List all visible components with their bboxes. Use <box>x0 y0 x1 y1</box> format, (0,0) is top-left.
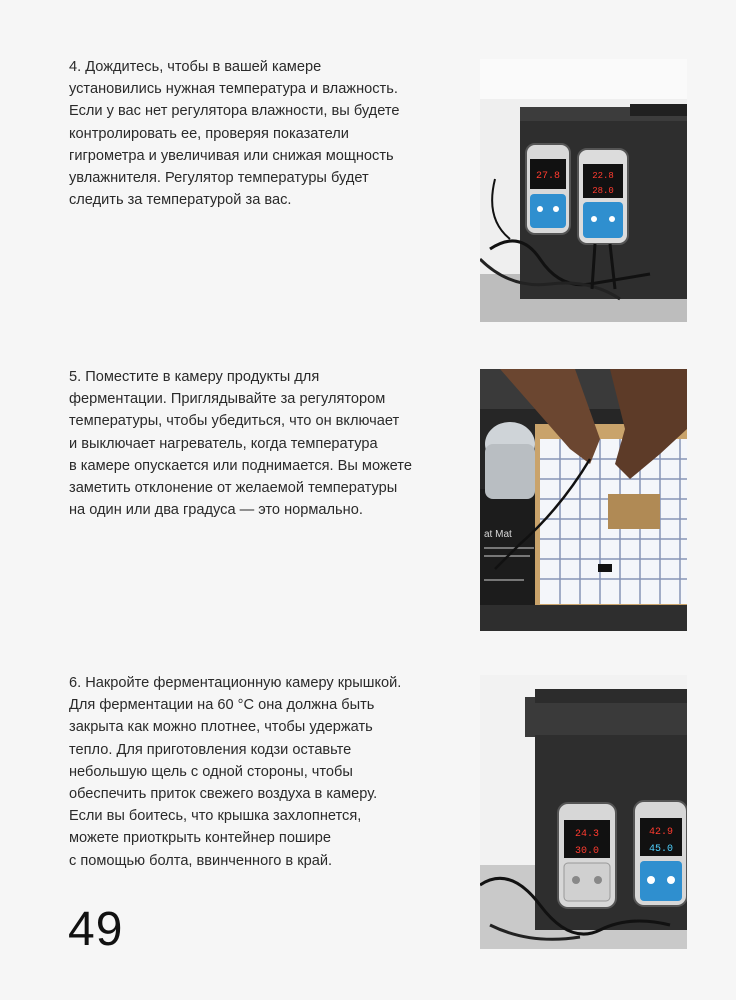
right-controller-display-top: 22.8 <box>592 171 614 181</box>
step-4-photo <box>480 59 687 322</box>
step-4-text: 4. Дождитесь, чтобы в вашей камере установились нужная температура и влажность. Если у вас нет регулятора влажности, вы будете контролировать ее, проверяя показатели гигрометра и увеличивая или снижая мощность увлажнителя. Регулятор температуры будет следить за температурой за вас. <box>69 59 400 209</box>
step-5-text: 5. Поместите в камеру продукты для ферментации. Приглядывайте за регулятором температуры, чтобы убедиться, что он включает и выключает нагреватель, когда температура в камере опускается или поднимается. Вы можете заметить отклонение от желаемой температуры на один или два градуса — это нормально. <box>69 369 412 519</box>
step-5-photo <box>480 369 687 631</box>
fermentation-chamber-with-controllers-icon <box>480 59 687 322</box>
step-6-text: 6. Накройте ферментационную камеру крышкой. Для ферментации на 60 °C она должна быть закрыта как можно плотнее, чтобы удержать тепло. Для приготовления кодзи оставьте небольшую щель с одной стороны, чтобы обеспечить приток свежего воздуха в камеру. Если вы боитесь, что крышка захлопнется, можете приоткрыть контейнер пошире с помощью болта, ввинченного в край. <box>69 675 402 869</box>
right-controller-display-bottom: 28.0 <box>592 186 614 196</box>
right-controller-display-bottom: 45.0 <box>648 844 674 855</box>
closed-chamber-with-controllers-icon <box>480 675 687 949</box>
left-controller-display-top: 24.3 <box>574 829 600 840</box>
hands-placing-koji-tray-icon <box>480 369 687 631</box>
right-controller-display-top: 42.9 <box>648 827 674 838</box>
left-controller-display-bottom: 30.0 <box>574 846 600 857</box>
page-number: 49 <box>68 903 124 956</box>
step-6-photo <box>480 675 687 949</box>
left-controller-display: 27.8 <box>535 171 561 182</box>
heat-mat-label: at Mat <box>484 529 512 540</box>
